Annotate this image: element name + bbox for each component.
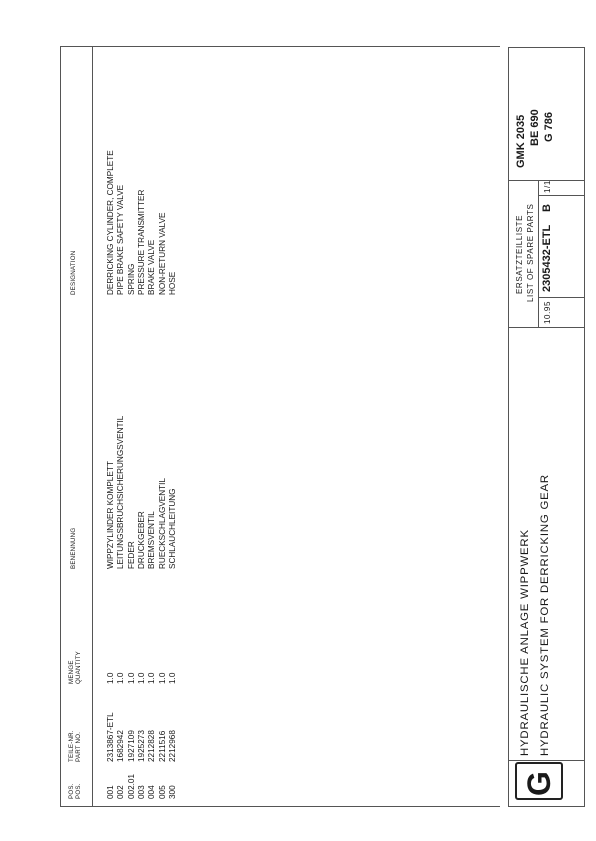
code-g: G 786 <box>543 112 555 142</box>
table-cell-pos: 300 <box>167 785 177 799</box>
document-number: 2305432-ETL <box>541 224 553 292</box>
table-cell-part: 2212968 <box>167 730 177 762</box>
table-right-border <box>60 46 500 47</box>
table-cell-pos: 003 <box>136 785 146 799</box>
title-de: HYDRAULISCHE ANLAGE WIPPWERK <box>519 529 531 756</box>
title-block-hline <box>538 181 539 328</box>
table-cell-name-de: RUECKSCHLAGVENTIL <box>157 478 167 569</box>
rotated-sheet <box>60 47 585 807</box>
table-cell-part: 1682942 <box>116 730 126 762</box>
table-top-border <box>60 47 61 807</box>
title-block-divider <box>509 327 584 328</box>
table-cell-qty: 1.0 <box>167 672 177 684</box>
table-cell-part: 2212828 <box>147 730 157 762</box>
table-cell-name-en: PIPE BRAKE SAFETY VALVE <box>116 184 126 295</box>
table-cell-part: 2211516 <box>157 730 167 762</box>
table-cell-qty: 1.0 <box>147 672 157 684</box>
table-cell-name-en: SPRING <box>126 263 136 295</box>
name-en-header: DESIGNATION <box>70 250 77 295</box>
table-left-border <box>60 806 500 807</box>
parts-table <box>60 47 500 807</box>
table-cell-name-de: DRUCKGEBER <box>136 511 146 569</box>
table-cell-name-de: FEDER <box>126 541 136 569</box>
company-logo <box>515 762 563 800</box>
part-header-de: TEILE-NR. <box>68 730 75 762</box>
title-en: HYDRAULIC SYSTEM FOR DERRICKING GEAR <box>539 474 551 756</box>
table-cell-part: 1925273 <box>136 730 146 762</box>
pos-header-de: POS. <box>68 783 75 799</box>
table-cell-qty: 1.0 <box>106 672 115 684</box>
part-header-en: PART NO. <box>75 731 82 762</box>
title-block-divider <box>538 195 584 196</box>
logo-letter: G <box>521 771 557 796</box>
model-code: GMK 2035 <box>515 114 527 168</box>
table-cell-name-en: NON-RETURN VALVE <box>157 212 167 295</box>
table-cell-pos: 002 <box>116 785 126 799</box>
issue-date: 10.95 <box>543 300 552 324</box>
pos-header <box>68 783 82 799</box>
table-cell-part: 1927109 <box>126 730 136 762</box>
name-de-header: BENENNUNG <box>70 527 77 569</box>
table-cell-pos: 002.01 <box>126 773 136 799</box>
title-block-divider <box>509 180 584 181</box>
table-cell-qty: 1.0 <box>126 672 136 684</box>
list-title-de: ERSATZTEILLISTE <box>515 214 524 294</box>
qty-header-en: QUANTITY <box>75 651 82 684</box>
table-cell-name-de: SCHLAUCHLEITUNG <box>167 488 177 569</box>
pos-header-en: POS. <box>75 783 82 799</box>
page-count: 1/1 <box>543 180 552 193</box>
table-cell-pos: 001 <box>106 785 115 799</box>
table-cell-name-de: LEITUNGSBRUCHSICHERUNGSVENTIL <box>116 415 126 569</box>
table-cell-qty: 1.0 <box>136 672 146 684</box>
table-cell-pos: 004 <box>147 785 157 799</box>
title-block-divider <box>509 760 584 761</box>
qty-header <box>68 651 82 684</box>
list-title-en: LIST OF SPARE PARTS <box>526 203 535 302</box>
table-cell-name-en: PRESSURE TRANSMITTER <box>136 189 146 295</box>
table-cell-qty: 1.0 <box>116 672 126 684</box>
title-block-divider <box>538 297 584 298</box>
table-cell-name-de: WIPPZYLINDER KOMPLETT <box>106 461 115 569</box>
table-cell-pos: 005 <box>157 785 167 799</box>
part-header <box>68 730 82 762</box>
table-cell-part: 2313867-ETL <box>106 712 115 762</box>
header-separator <box>92 47 93 807</box>
table-cell-qty: 1.0 <box>157 672 167 684</box>
table-cell-name-en: HOSE <box>167 271 177 295</box>
table-cell-name-de: BREMSVENTIL <box>147 511 157 569</box>
title-block <box>508 47 585 807</box>
code-be: BE 690 <box>529 109 541 146</box>
document-revision: B <box>541 204 553 212</box>
qty-header-de: MENGE <box>68 660 75 684</box>
table-cell-name-en: DERRICKING CYLINDER, COMPLETE <box>106 150 115 295</box>
table-cell-name-en: BRAKE VALVE <box>147 239 157 295</box>
